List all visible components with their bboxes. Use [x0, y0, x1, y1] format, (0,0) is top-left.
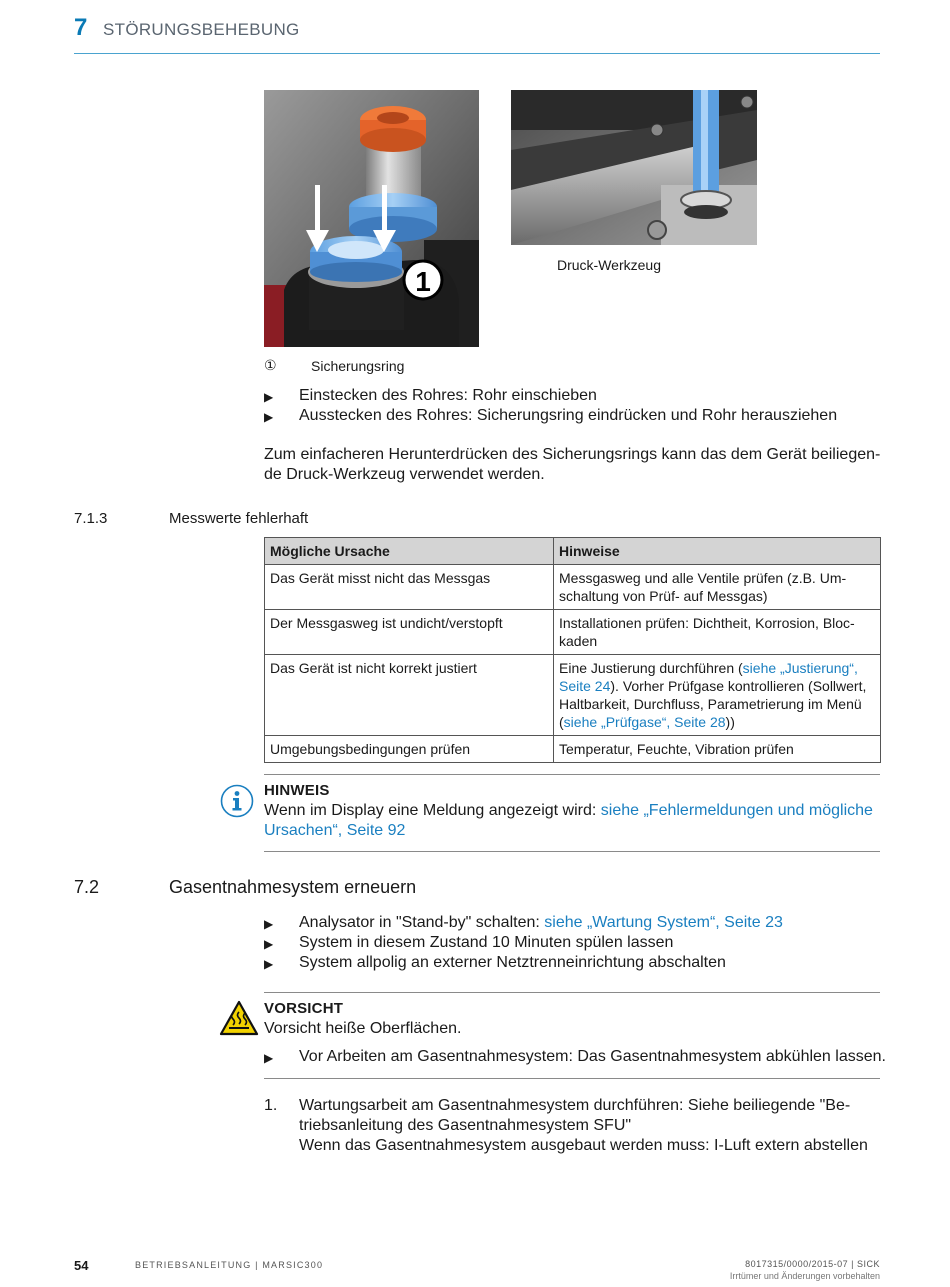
table-header-row [265, 538, 881, 565]
column-header-hints: Hinweise [554, 538, 881, 565]
bullet-remove-pipe: Ausstecken des Rohres: Sicherungsring eindrücken und Rohr herausziehen [299, 407, 838, 424]
step-line: Wenn das Gasentnahmesystem ausgebaut werden muss: I-Luft extern abstellen [299, 1137, 868, 1154]
bullet-marker-icon: ▶ [264, 937, 274, 951]
section-title: Messwerte fehlerhaft [169, 510, 309, 527]
legend-number: ① [264, 357, 277, 373]
bullet-disconnect: System allpolig an externer Netztrenneinrichtung abschalten [299, 954, 726, 971]
paragraph-line: de Druck-Werkzeug verwendet werden. [264, 466, 545, 483]
hint-text: )) [725, 714, 735, 730]
bullet-flush: System in diesem Zustand 10 Minuten spülen lassen [299, 934, 674, 951]
caution-title: VORSICHT [264, 1000, 344, 1017]
section-title: Gasentnahmesystem erneuern [169, 877, 417, 897]
caution-bottom-rule [264, 1078, 880, 1079]
notice-title: HINWEIS [264, 782, 330, 799]
caution-text: Vorsicht heiße Oberflächen. [264, 1020, 462, 1037]
footer-doc-title: BETRIEBSANLEITUNG | MARSIC300 [135, 1260, 324, 1270]
link-pruefgase[interactable]: siehe „Prüfgase“, Seite 28 [563, 714, 726, 730]
hint-text: Eine Justierung durchführen ( [559, 660, 743, 676]
cell-cause: Das Gerät ist nicht korrekt justiert [265, 655, 554, 736]
bullet-marker-icon: ▶ [264, 410, 274, 424]
table-row [265, 565, 881, 610]
table-row [265, 655, 881, 736]
photo-push-in-fitting [264, 90, 479, 347]
info-icon [220, 784, 254, 823]
bullet-marker-icon: ▶ [264, 390, 274, 404]
hot-surface-warning-icon [219, 1000, 259, 1041]
bullet-text: Analysator in "Stand-by" schalten: [299, 914, 545, 931]
cell-hint: Temperatur, Feuchte, Vibration prüfen [554, 736, 881, 763]
cell-cause: Umgebungsbedingungen prüfen [265, 736, 554, 763]
link-fehlermeldungen[interactable]: siehe „Fehlermeldungen und mögliche [600, 802, 873, 819]
footer-disclaimer: Irrtümer und Änderungen vorbehalten [729, 1271, 880, 1281]
bullet-insert-pipe: Einstecken des Rohres: Rohr einschieben [299, 387, 597, 404]
footer-doc-code: 8017315/0000/2015-07 | SICK [745, 1259, 880, 1269]
link-justierung[interactable]: siehe „Justierung“, Seite 24 [559, 660, 858, 694]
table-row [265, 610, 881, 655]
link-fehlermeldungen-cont[interactable]: Ursachen“, Seite 92 [264, 822, 406, 839]
chapter-number: 7 [74, 14, 88, 41]
step-line: triebsanleitung des Gasentnahmesystem SFU" [299, 1117, 632, 1134]
step-number: 1. [264, 1097, 278, 1114]
step-line: Wartungsarbeit am Gasentnahmesystem durchführen: Siehe beiliegende "Be- [299, 1097, 851, 1114]
table-row [265, 736, 881, 763]
caution-top-rule [264, 992, 880, 993]
cell-hint [554, 655, 881, 736]
photo-press-tool [511, 90, 757, 245]
cell-hint: Installationen prüfen: Dichtheit, Korrosion, Bloc-kaden [554, 610, 881, 655]
notice-top-rule [264, 774, 880, 775]
callout-marker: 1 [415, 266, 431, 297]
cell-cause: Das Gerät misst nicht das Messgas [265, 565, 554, 610]
link-wartung-system[interactable]: siehe „Wartung System“, Seite 23 [544, 914, 783, 931]
bullet-marker-icon: ▶ [264, 1051, 274, 1065]
caution-bullet: Vor Arbeiten am Gasentnahmesystem: Das Gasentnahmesystem abkühlen lassen. [299, 1048, 886, 1065]
section-number: 7.2 [74, 877, 100, 897]
notice-text-part: Wenn im Display eine Meldung angezeigt wird: [264, 802, 601, 819]
paragraph-line: Zum einfacheren Herunterdrücken des Sicherungsrings kann das dem Gerät beiliegen- [264, 446, 881, 463]
notice-text [264, 802, 873, 820]
page-number: 54 [74, 1258, 89, 1273]
photo-caption-press-tool: Druck-Werkzeug [557, 257, 661, 273]
cell-hint: Messgasweg und alle Ventile prüfen (z.B. Um-schaltung von Prüf- auf Messgas) [554, 565, 881, 610]
column-header-cause: Mögliche Ursache [265, 538, 554, 565]
section-number: 7.1.3 [74, 510, 108, 527]
notice-bottom-rule [264, 851, 880, 852]
legend-label: Sicherungsring [311, 358, 405, 374]
troubleshooting-table [264, 537, 881, 763]
hint-text: ). Vorher Prüfgase kontrollieren (Sollwert, Haltbarkeit, Durchfluss, Parametrierung im Menü ( [559, 678, 867, 730]
bullet-marker-icon: ▶ [264, 917, 274, 931]
cell-cause: Der Messgasweg ist undicht/verstopft [265, 610, 554, 655]
header-rule [74, 53, 880, 54]
bullet-standby [299, 914, 783, 932]
bullet-marker-icon: ▶ [264, 957, 274, 971]
chapter-title: STÖRUNGSBEHEBUNG [103, 20, 300, 39]
